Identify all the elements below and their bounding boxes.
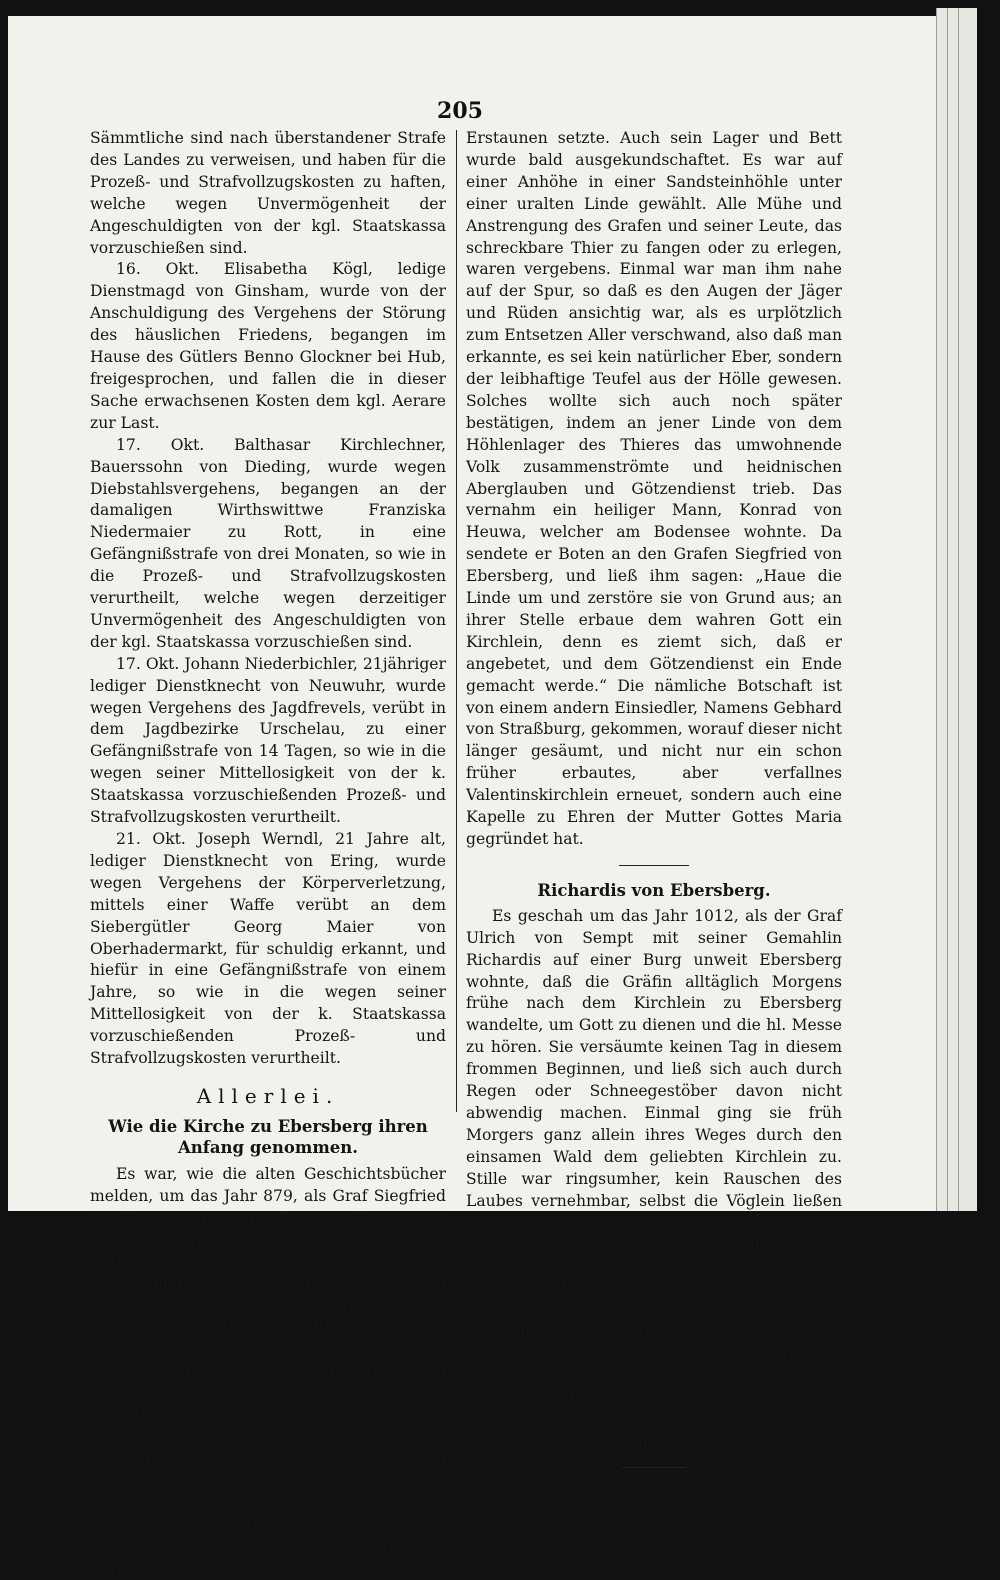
court-entry: 17. Okt. Balthasar Kirchlechner, Bauerssohn von Dieding, wurde wegen Diebstahlsvergehens, begangen an der damaligen Wirthswittwe Franziska Niedermaier zu Rott, in eine Gefängnißstrafe von drei Monaten, so wie in die Prozeß- und Strafvollzugskosten verurtheilt, welche wegen derzeitiger Unvermögenheit des Angeschuldigten von der kgl. Staatskassa vorzuschießen sind. xyxy=(90,435,446,651)
page-edge-2 xyxy=(947,8,958,1211)
paragraph: Es geschah um das Jahr 1012, als der Graf Ulrich von Sempt mit seiner Gemahlin Richardis auf einer Burg unweit Ebersberg wohnte, daß die Gräfin alltäglich Morgens frühe nach dem Kirchlein zu Ebersberg wandelte, um Gott zu dienen und die hl. Messe zu hören. Sie versäumte keinen Tag in diesem frommen Beginnen, und ließ sich auch durch Regen oder Schneegestöber davon nicht abwendig machen. Einmal ging sie früh Morgers ganz allein ihres Weges durch den einsamen Wald dem geliebten Kirchlein zu. Stille war ringsumher, kein Rauschen des Laubes vernehmbar, selbst die Vöglein ließen kaum vereinzelte Morgengrüße ertönen. Da schlug auf einmal ein ungewisses Summen wie von fernem Glockenklang an ihr Ohr. Sie blieb stehen und lauschte, es war die wohlbekannte Stimme des Glöckleins von Ebersberg, welches ihr deutlich zurief, daß sie nun heute zu spät kommen werde. Da entfiel ihr vor Betrübniß ein Handschuh, den hatte im Augenblicke eine Elster im Schnabel und flog damit durch die Lüfte. xyxy=(466,906,842,1429)
paragraph: Eines Tages pflegte der Graf des gewohnten Waidwerkes, als man urplötzlich eines gewaltigen Ebers ansichtig wurde, der durch seine Größe und Stärke in xyxy=(90,1493,446,1578)
section-heading: Allerlei. xyxy=(196,1083,340,1108)
column-divider xyxy=(456,130,457,1112)
continuation-note: (Schluß folgt.) xyxy=(597,1434,711,1453)
paragraph: Es war, wie die alten Geschichtsbücher melden, um das Jahr 879, als Graf Siegfried von Ebersberg ruhig auf seinem Schlosse zu Sempt im Kreise seiner Familie lebte, und unter andern sein Vergnügen am Waidwerke in den umliegenden Wäldern fand. Dazumal war die Gegend von Ebersberg noch gar wild und schauerlich. Gewaltige Eichen und Buchen, von Schlingpflanzen durchflochten, reihten sich zu einem undurchdringlichen Urwald aneinander. Nur auf einzelnen schmalen Stegen und Wegen konnten die Jäger in dieser Wildniß vordringen, in welcher große schwarze Eber ihren Aufenthalt hatten. xyxy=(90,1164,446,1490)
left-column xyxy=(90,128,446,1580)
separator-rule xyxy=(619,865,689,866)
page-edge-1 xyxy=(936,8,947,1211)
article-subtitle: Richardis von Ebersberg. xyxy=(537,880,771,900)
paragraph: Erstaunen setzte. Auch sein Lager und Bett wurde bald ausgekundschaftet. Es war auf einer Anhöhe in einer Sandsteinhöhle unter einer uralten Linde gewählt. Alle Mühe und Anstrengung des Grafen und seiner Leute, das schreckbare Thier zu fangen oder zu erlegen, waren vergebens. Einmal war man ihm nahe auf der Spur, so daß es den Augen der Jäger und Rüden ansichtig war, als es urplötzlich zum Entsetzen Aller verschwand, also daß man erkannte, es sei kein natürlicher Eber, sondern der leibhaftige Teufel aus der Hölle gewesen. Solches wollte sich auch noch später bestätigen, indem an jener Linde von dem Höhlenlager des Thieres das umwohnende Volk zusammenströmte und heidnischen Aberglauben und Götzendienst trieb. Das vernahm ein heiliger Mann, Konrad von Heuwa, welcher am Bodensee wohnte. Da sendete er Boten an den Grafen Siegfried von Ebersberg, und ließ ihm sagen: „Haue die Linde um und zerstöre sie von Grund aus; an ihrer Stelle erbaue dem wahren Gott ein Kirchlein, denn es ziemt sich, daß er angebetet, und dem Götzendienst ein Ende gemacht werde.“ Die nämliche Botschaft ist von einem andern Einsiedler, Namens Gebhard von Straßburg, gekommen, worauf dieser nicht länger gesäumt, und nicht nur ein schon früher erbautes, aber verfallnes Valentinskirchlein erneuet, sondern auch eine Kapelle zu Ehren der Mutter Gottes Maria gegründet hat. xyxy=(466,129,842,848)
court-entry: 21. Okt. Joseph Werndl, 21 Jahre alt, lediger Dienstknecht von Ering, wurde wegen Vergehens der Körperverletzung, mittels einer Waffe verübt an dem Siebergütler Georg Maier von Oberhadermarkt, für schuldig erkannt, und hiefür in eine Gefängnißstrafe von einem Jahre, so wie in die wegen seiner Mittellosigkeit von der k. Staatskassa vorzuschießenden Prozeß- und Strafvollzugskosten verurtheilt. xyxy=(90,830,446,1068)
paragraph: Sämmtliche sind nach überstandener Strafe des Landes zu verweisen, und haben für die Prozeß- und Strafvollzugskosten zu haften, welche wegen Unvermögenheit der Angeschuldigten von der kgl. Staatskassa vorzuschießen sind. xyxy=(90,129,446,257)
court-entry: 16. Okt. Elisabetha Kögl, ledige Dienstmagd von Ginsham, wurde von der Anschuldigung des Vergehens der Störung des häuslichen Friedens, begangen im Hause des Gütlers Benno Glockner bei Hub, freigesprochen, und fallen die in dieser Sache erwachsenen Kosten dem kgl. Aerare zur Last. xyxy=(90,260,446,432)
page-number: 205 xyxy=(437,98,483,124)
right-column xyxy=(466,128,842,1468)
article-title: Wie die Kirche zu Ebersberg ihren Anfang genommen. xyxy=(108,1116,428,1157)
page-edge-3 xyxy=(958,8,977,1211)
court-entry: 17. Okt. Johann Niederbichler, 21jähriger lediger Dienstknecht von Neuwuhr, wurde wegen Vergehens des Jagdfrevels, verübt in dem Jagdbezirke Urschelau, zu einer Gefängnißstrafe von 14 Tagen, so wie in die wegen seiner Mittellosigkeit von der k. Staatskassa vorzuschießenden Prozeß- und Strafvollzugskosten verurtheilt. xyxy=(90,654,446,827)
end-rule xyxy=(622,1467,686,1468)
